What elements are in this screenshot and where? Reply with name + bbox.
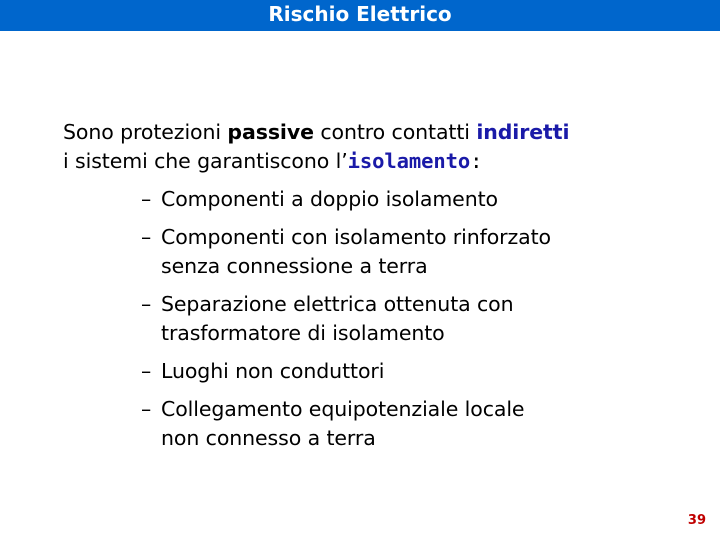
list-item [143,357,703,386]
list-item [143,185,703,214]
intro-text-3: i sistemi che garantiscono l’ [63,149,348,173]
bullet-line-1: Componenti con isolamento rinforzato [161,225,552,249]
list-item [143,395,703,453]
bullet-line-2: non connesso a terra [161,426,376,450]
intro-text-2: contro contatti [313,120,477,144]
bullet-line-1: Collegamento equipotenziale locale [161,397,525,421]
intro-colon: : [470,149,483,173]
dash-bullet-icon: – [141,359,152,383]
bullet-line-1: Luoghi non conduttori [161,359,385,383]
keyword-indiretti: indiretti [476,120,570,144]
bullet-line-2: senza connessione a terra [161,254,428,278]
title-bar [0,0,720,31]
dash-bullet-icon: – [141,187,152,211]
bullet-list [143,185,703,462]
dash-bullet-icon: – [141,225,152,249]
dash-bullet-icon: – [141,292,152,316]
keyword-isolamento: isolamento [347,149,471,173]
list-item [143,290,703,348]
bullet-line-1: Componenti a doppio isolamento [161,187,498,211]
dash-bullet-icon: – [141,397,152,421]
slide-title: Rischio Elettrico [268,2,452,26]
bullet-line-1: Separazione elettrica ottenuta con [161,292,514,316]
intro-paragraph [63,118,713,176]
keyword-passive: passive [227,120,314,144]
page-number: 39 [687,513,706,528]
list-item [143,223,703,281]
intro-text-1: Sono protezioni [63,120,228,144]
bullet-line-2: trasformatore di isolamento [161,321,445,345]
